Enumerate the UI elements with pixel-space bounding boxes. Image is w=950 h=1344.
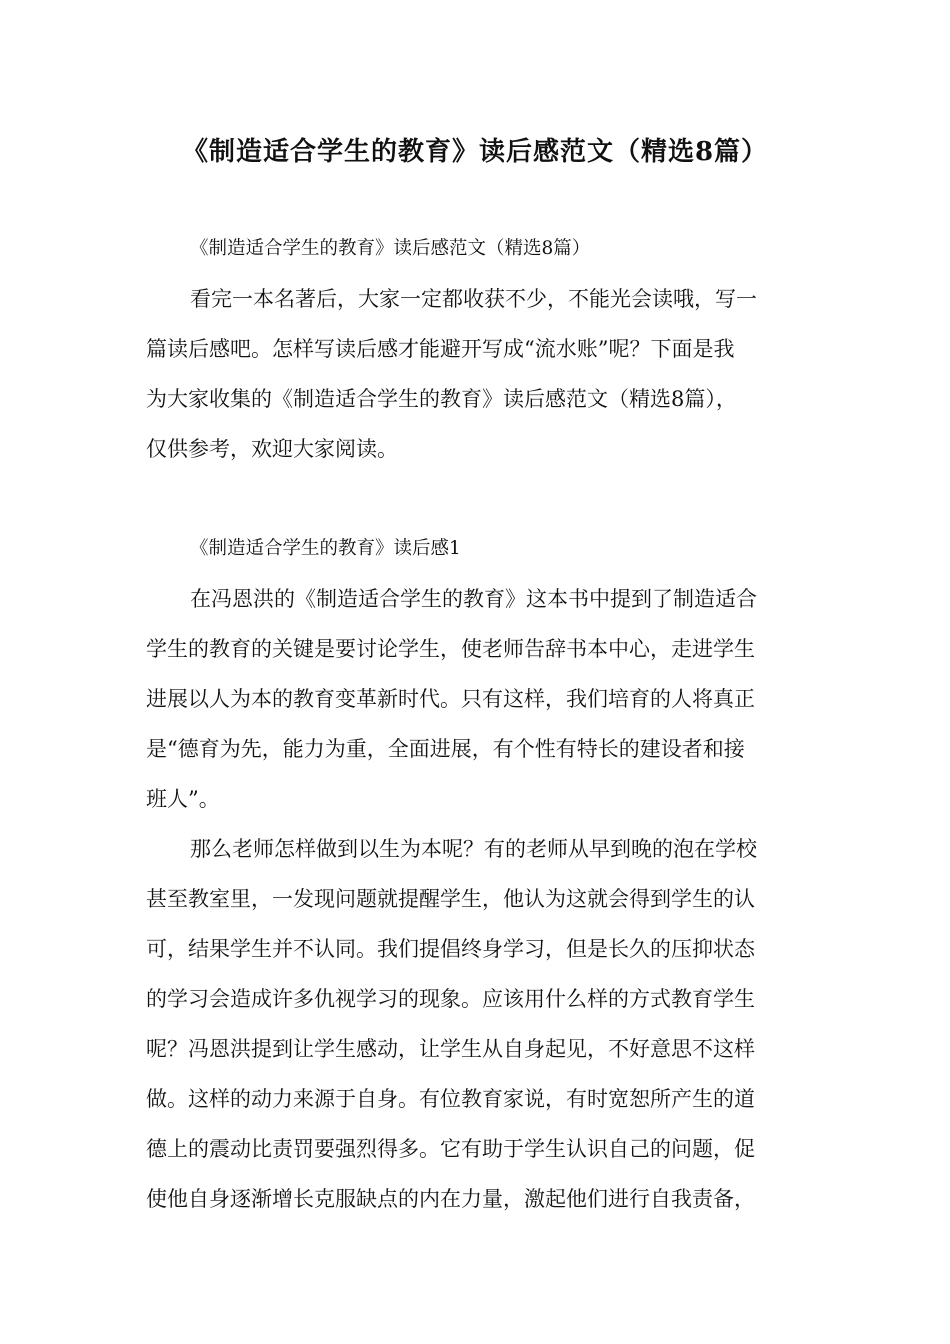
document-title: 《制造适合学生的教育》读后感范文（精选8篇） xyxy=(181,137,769,167)
subtitle-line: 《制造适合学生的教育》读后感范文（精选8篇） xyxy=(190,238,591,259)
paragraph-line: 班人”。 xyxy=(146,787,220,811)
section-heading: 《制造适合学生的教育》读后感1 xyxy=(190,538,461,559)
paragraph-line: 那么老师怎样做到以生为本呢？有的老师从早到晚的泡在学校 xyxy=(190,837,757,861)
paragraph-line: 看完一本名著后，大家一定都收获不少，不能光会读哦，写一 xyxy=(190,287,757,311)
paragraph-line: 为大家收集的《制造适合学生的教育》读后感范文（精选8篇）， xyxy=(146,387,737,411)
paragraph-line: 是“德育为先，能力为重，全面进展，有个性有特长的建设者和接 xyxy=(146,737,745,761)
paragraph-line: 篇读后感吧。怎样写读后感才能避开写成“流水账”呢？下面是我 xyxy=(146,337,735,361)
paragraph-line: 使他自身逐渐增长克服缺点的内在力量，激起他们进行自我责备， xyxy=(146,1187,755,1211)
paragraph-line: 德上的震动比责罚要强烈得多。它有助于学生认识自己的问题，促 xyxy=(146,1137,755,1161)
paragraph-line: 在冯恩洪的《制造适合学生的教育》这本书中提到了制造适合 xyxy=(190,587,757,611)
paragraph-line: 学生的教育的关键是要讨论学生，使老师告辞书本中心，走进学生 xyxy=(146,637,755,661)
document-body xyxy=(146,224,806,1224)
paragraph-line: 呢？冯恩洪提到让学生感动，让学生从自身起见，不好意思不这样 xyxy=(146,1037,755,1061)
paragraph-line: 做。这样的动力来源于自身。有位教育家说，有时宽恕所产生的道 xyxy=(146,1087,755,1111)
paragraph-line: 可，结果学生并不认同。我们提倡终身学习，但是长久的压抑状态 xyxy=(146,937,755,961)
paragraph-line: 的学习会造成许多仇视学习的现象。应该用什么样的方式教育学生 xyxy=(146,987,755,1011)
paragraph-line: 仅供参考，欢迎大家阅读。 xyxy=(146,437,398,461)
paragraph-line: 进展以人为本的教育变革新时代。只有这样，我们培育的人将真正 xyxy=(146,687,755,711)
paragraph-line: 甚至教室里，一发现问题就提醒学生，他认为这就会得到学生的认 xyxy=(146,887,755,911)
blank-line xyxy=(146,474,806,524)
